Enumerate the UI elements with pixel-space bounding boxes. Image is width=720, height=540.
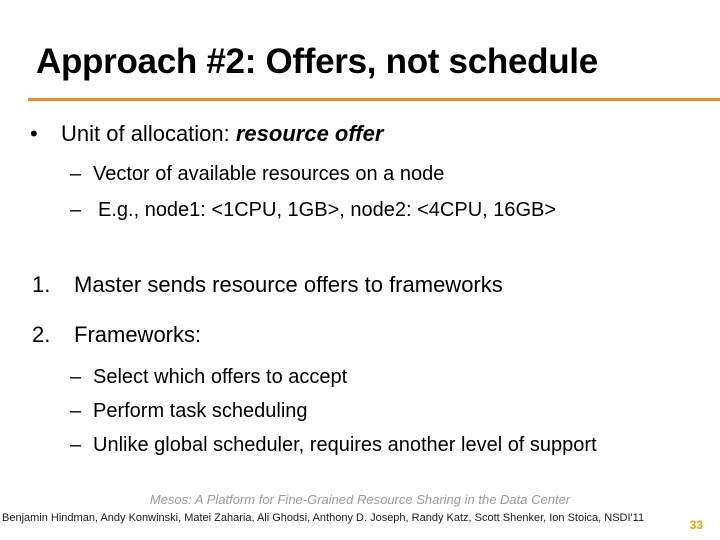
dash-marker: – xyxy=(70,163,82,185)
numbered-item-2 xyxy=(32,322,201,348)
item-number: 1. xyxy=(32,272,51,297)
slide-title: Approach #2: Offers, not schedule xyxy=(36,42,598,81)
item-number: 2. xyxy=(32,322,51,347)
bullet-text: Unit of allocation: resource offer xyxy=(61,121,384,146)
item-text: Master sends resource offers to frameworks xyxy=(74,272,503,297)
page-number: 33 xyxy=(689,518,703,532)
dash-marker: – xyxy=(70,434,82,456)
sub-bullet-vector: – Vector of available resources on a node xyxy=(70,163,445,185)
author-credits: Benjamin Hindman, Andy Konwinski, Matei Zaharia, Ali Ghodsi, Anthony D. Joseph, Randy Katz, Scott Shenker, Ion Stoica, NSDI'11 xyxy=(2,512,645,524)
dash-marker: – xyxy=(70,199,82,221)
paper-caption: Mesos: A Platform for Fine-Grained Resource Sharing in the Data Center xyxy=(149,492,571,507)
bullet-emphasis: resource offer xyxy=(235,121,384,146)
bullet-unit-of-allocation xyxy=(30,121,383,147)
sub-bullet-task-scheduling: – Perform task scheduling xyxy=(70,400,308,422)
item-text: Frameworks: xyxy=(74,322,202,347)
sub-bullet-global-scheduler: – Unlike global scheduler, requires another level of support xyxy=(70,434,597,456)
dash-marker: – xyxy=(70,400,82,422)
sub-bullet-example: – E.g., node1: <1CPU, 1GB>, node2: <4CPU, 16GB> xyxy=(70,199,557,221)
dash-marker: – xyxy=(70,366,82,388)
sub-bullet-select-offers: – Select which offers to accept xyxy=(70,366,348,388)
title-underline xyxy=(28,98,720,101)
numbered-item-1 xyxy=(32,272,503,298)
bullet-dot: • xyxy=(30,121,38,146)
